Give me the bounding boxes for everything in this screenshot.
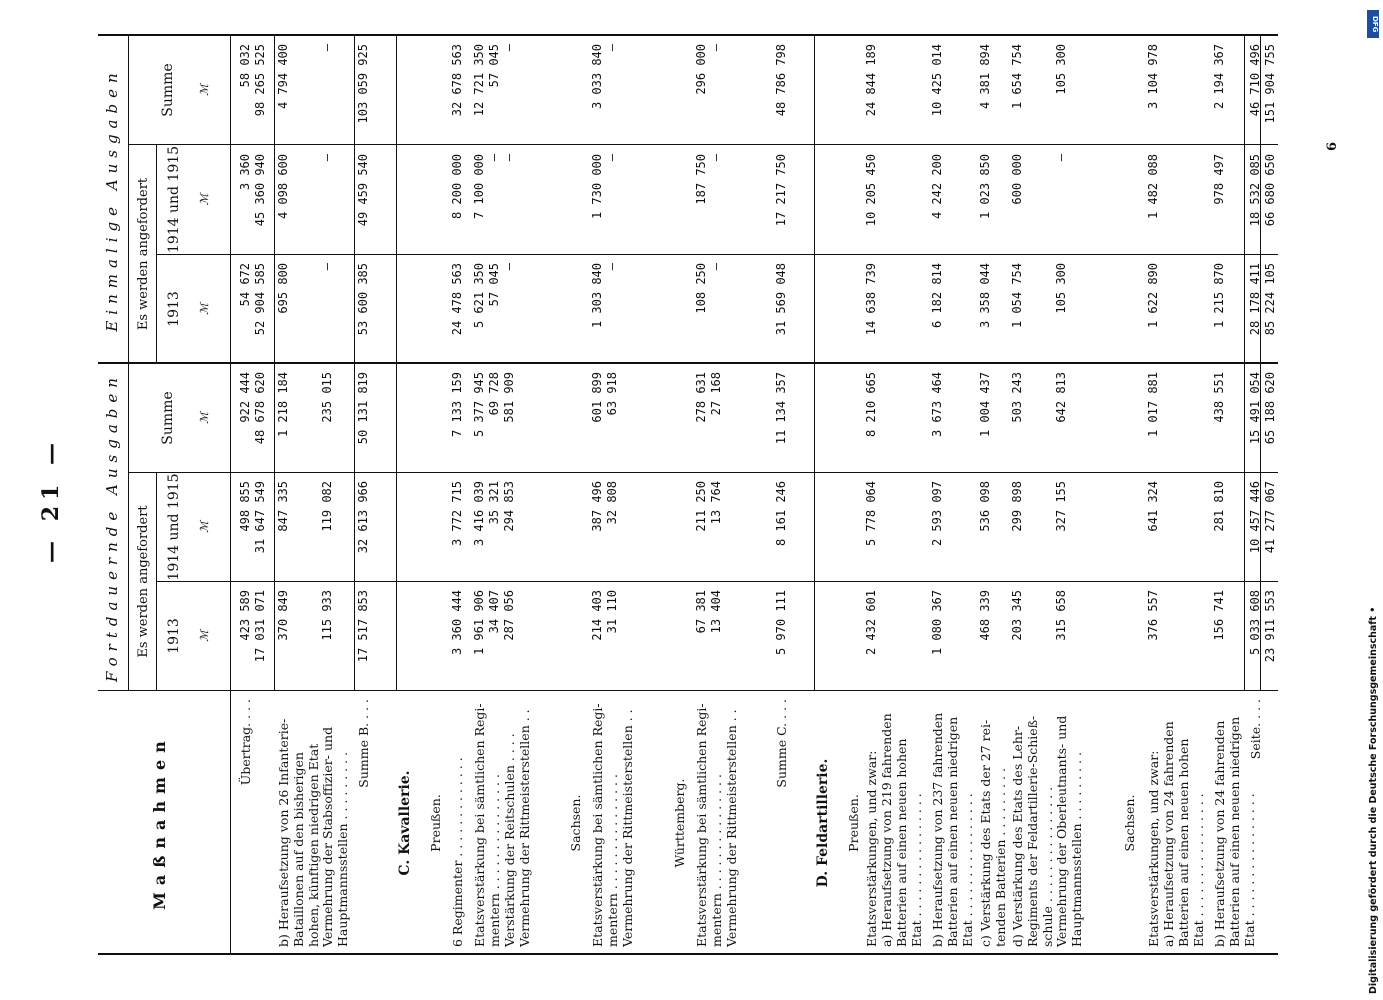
- value-cell: 3 360 444: [450, 590, 464, 656]
- value-cell: 8 200 000: [450, 154, 464, 220]
- header-1914-f: 1914 und 1915: [166, 473, 182, 581]
- row-label: Summe B. . . .: [356, 699, 371, 788]
- value-cell: 2 432 601: [864, 590, 878, 656]
- value-cell: 3 358 044: [978, 263, 992, 329]
- row-label: c) Verstärkung des Etats der 27 rei- tenden Batterien . . . . . . . . .: [978, 719, 1008, 947]
- row-label: Preußen.: [846, 794, 861, 852]
- header-es-werden-f: Es werden angefordert: [136, 505, 151, 658]
- value-cell: 28 178 411 85 224 105: [1248, 263, 1277, 336]
- column-rule: [156, 254, 1278, 255]
- value-cell: 10 457 446 41 277 067: [1248, 481, 1277, 554]
- value-cell: 1 730 000 —: [590, 154, 619, 220]
- value-cell: 600 000: [1010, 154, 1024, 205]
- digitization-note: [1365, 294, 1379, 994]
- row-label: b) Heraufsetzung von 26 Infanterie- Bataillonen auf den bisherigen hohen, künftigen niedrigen Etat: [276, 718, 321, 947]
- value-cell: —: [320, 44, 334, 52]
- value-cell: 370 849: [276, 590, 290, 641]
- value-cell: 299 898: [1010, 481, 1024, 532]
- value-cell: 641 324: [1146, 481, 1160, 532]
- value-cell: 1 218 184: [276, 372, 290, 438]
- unit-mark: ℳ: [198, 84, 211, 96]
- value-cell: 5 621 350 57 045 —: [472, 263, 516, 329]
- value-cell: 1 215 870: [1212, 263, 1226, 329]
- value-cell: 847 335: [276, 481, 290, 532]
- row-label: Vermehrung der Stabsoffizier- und Hauptmannsstellen . . . . . . . . .: [320, 726, 350, 947]
- value-cell: 17 217 750: [774, 154, 788, 227]
- row-label: Württemberg.: [672, 778, 687, 868]
- value-cell: 3 772 715: [450, 481, 464, 547]
- header-1913-e: 1913: [166, 291, 182, 327]
- value-cell: 5 377 945 69 728 581 909: [472, 372, 516, 438]
- value-cell: 2 194 367: [1212, 44, 1226, 110]
- footer-page-number: 6: [1325, 142, 1340, 152]
- value-cell: 281 810: [1212, 481, 1226, 532]
- value-cell: 1 622 890: [1146, 263, 1160, 329]
- value-cell: 32 613 966: [356, 481, 370, 554]
- value-cell: 11 134 357: [774, 372, 788, 445]
- unit-mark: ℳ: [198, 193, 211, 206]
- header-es-werden-e: Es werden angefordert: [136, 177, 151, 331]
- value-cell: 423 589 17 031 071: [238, 590, 267, 663]
- row-label: b) Heraufsetzung von 237 fahrenden Batterien auf einen neuen niedrigen Etat . . . . . . . . . . . . . . . .: [930, 712, 975, 947]
- value-cell: 8 210 665: [864, 372, 878, 438]
- dfg-logo: DFG: [1367, 10, 1379, 38]
- value-cell: 1 054 754: [1010, 263, 1024, 329]
- value-cell: 315 658: [1054, 590, 1068, 641]
- row-rule: [1244, 36, 1245, 691]
- value-cell: 3 033 840 —: [590, 44, 619, 110]
- value-cell: 105 300: [1054, 263, 1068, 314]
- row-label: D. Feldartillerie.: [815, 758, 831, 888]
- value-cell: 10 425 014: [930, 44, 944, 117]
- value-cell: 156 741: [1212, 590, 1226, 641]
- row-label: Etatsverstärkungen, und zwar: a) Heraufsetzung von 219 fahrenden Batterien auf einen neuen hohen Etat . . . . . . . . . . . . . . . .: [864, 713, 924, 947]
- value-cell: 2 593 097: [930, 481, 944, 547]
- column-rule: [128, 472, 1278, 473]
- value-cell: 108 250 —: [694, 263, 723, 314]
- digitization-note-text: Digitalisierung gefördert durch die Deutsche Forschungsgemeinschaft •: [1368, 606, 1379, 994]
- row-rule: [354, 36, 355, 691]
- value-cell: 1 961 906 34 407 287 056: [472, 590, 516, 656]
- value-cell: 17 517 853: [356, 590, 370, 663]
- value-cell: 4 242 200: [930, 154, 944, 220]
- value-cell: 53 600 385: [356, 263, 370, 336]
- value-cell: 498 855 31 647 549: [238, 481, 267, 554]
- unit-mark: ℳ: [198, 303, 211, 315]
- value-cell: 58 032 98 265 525: [238, 44, 267, 117]
- value-cell: —: [320, 263, 334, 271]
- value-cell: 14 638 739: [864, 263, 878, 336]
- value-cell: 922 444 48 678 620: [238, 372, 267, 445]
- value-cell: 1 303 840 —: [590, 263, 619, 329]
- row-label: Etatsverstärkung bei sämtlichen Regi- mentern . . . . . . . . . . . . . . . Vermehrung der Rittmeisterstellen . .: [694, 703, 739, 947]
- value-cell: 54 672 52 904 585: [238, 263, 267, 336]
- value-cell: 1 080 367: [930, 590, 944, 656]
- value-cell: 187 750 —: [694, 154, 723, 205]
- value-cell: 5 033 608 23 911 553: [1248, 590, 1277, 663]
- value-cell: —: [1054, 154, 1068, 162]
- value-cell: 24 478 563: [450, 263, 464, 336]
- row-label: C. Kavallerie.: [397, 770, 413, 876]
- unit-mark: ℳ: [198, 521, 211, 533]
- value-cell: 695 800: [276, 263, 290, 314]
- value-cell: 376 557: [1146, 590, 1160, 641]
- value-cell: 48 786 798: [774, 44, 788, 117]
- value-cell: 46 710 496 151 904 755: [1248, 44, 1277, 124]
- value-cell: 3 360 45 360 940: [238, 154, 267, 227]
- value-cell: 468 339: [978, 590, 992, 641]
- row-label: Etatsverstärkung bei sämtlichen Regi- mentern . . . . . . . . . . . . . . . Vermehrung der Rittmeisterstellen . .: [590, 703, 635, 947]
- unit-mark: ℳ: [198, 412, 211, 424]
- row-label: Sachsen.: [1122, 794, 1137, 852]
- header-einmalige: Einmalige Ausgaben: [103, 67, 121, 332]
- header-summe-f: Summe: [160, 391, 176, 445]
- value-cell: 49 459 540: [356, 154, 370, 227]
- table-header: [98, 36, 231, 953]
- value-cell: 31 569 048: [774, 263, 788, 336]
- value-cell: 1 017 881: [1146, 372, 1160, 438]
- column-rule: [156, 581, 1278, 582]
- row-label: Sachsen.: [568, 794, 583, 852]
- row-label: Summe C. . . .: [774, 699, 789, 788]
- row-label: Übertrag. . . .: [238, 699, 253, 786]
- row-label: d) Verstärkung des Etats des Lehr- Regiments der Feldartillerie-Schieß- schule . . . . . . . . . . . . . . .: [1010, 715, 1055, 947]
- header-summe-e: Summe: [160, 63, 176, 117]
- value-cell: 211 250 13 764: [694, 481, 723, 532]
- value-cell: 8 161 246: [774, 481, 788, 547]
- value-cell: 1 004 437: [978, 372, 992, 438]
- row-label: b) Heraufsetzung von 24 fahrenden Batterien auf einen neuen niedrigen Etat . . . . . . . . . . . . . . . .: [1212, 716, 1257, 947]
- value-cell: 601 899 63 918: [590, 372, 619, 423]
- value-cell: —: [320, 154, 334, 162]
- value-cell: 3 104 978: [1146, 44, 1160, 110]
- value-cell: 50 131 819: [356, 372, 370, 445]
- value-cell: 296 000 —: [694, 44, 723, 95]
- row-label: Vermehrung der Oberleutnants- und Hauptmannsstellen . . . . . . . . .: [1054, 715, 1084, 947]
- value-cell: 67 381 13 404: [694, 590, 723, 634]
- unit-mark: ℳ: [198, 630, 211, 642]
- value-cell: 438 551: [1212, 372, 1226, 423]
- row-rule: [274, 36, 275, 691]
- value-cell: 642 813: [1054, 372, 1068, 423]
- value-cell: 115 933: [320, 590, 334, 641]
- value-cell: 4 794 400: [276, 44, 290, 110]
- value-cell: 327 155: [1054, 481, 1068, 532]
- value-cell: 1 654 754: [1010, 44, 1024, 110]
- column-rule: [98, 690, 1278, 691]
- value-cell: 203 345: [1010, 590, 1024, 641]
- value-cell: 235 015: [320, 372, 334, 423]
- value-cell: 119 082: [320, 481, 334, 532]
- value-cell: 5 778 064: [864, 481, 878, 547]
- row-label: Etatsverstärkung bei sämtlichen Regi- mentern . . . . . . . . . . . . . . . Verstärkung der Reitschulen . . . . Vermehrung der Rittmeisterstellen . .: [472, 703, 532, 947]
- value-cell: 105 300: [1054, 44, 1068, 95]
- value-cell: 4 381 894: [978, 44, 992, 110]
- value-cell: 978 497: [1212, 154, 1226, 205]
- value-cell: 103 059 925: [356, 44, 370, 124]
- row-label: Seite. . . .: [1248, 699, 1263, 760]
- value-cell: 10 205 450: [864, 154, 878, 227]
- value-cell: 5 970 111: [774, 590, 788, 656]
- row-label: 6 Regimenter . . . . . . . . . . . . .: [450, 757, 465, 947]
- value-cell: 278 631 27 168: [694, 372, 723, 423]
- value-cell: 3 673 464: [930, 372, 944, 438]
- value-cell: 12 721 350 57 045 —: [472, 44, 516, 117]
- value-cell: 24 844 189: [864, 44, 878, 117]
- value-cell: 3 416 039 35 321 294 853: [472, 481, 516, 547]
- column-rule: [128, 144, 1278, 145]
- value-cell: 503 243: [1010, 372, 1024, 423]
- column-rule: [98, 362, 1278, 364]
- value-cell: 214 403 31 110: [590, 590, 619, 641]
- expenditure-table: [98, 34, 1278, 955]
- row-rule: [1260, 36, 1261, 691]
- row-label: Preußen.: [428, 794, 443, 852]
- value-cell: 4 098 600: [276, 154, 290, 220]
- row-label: Etatsverstärkungen, und zwar: a) Heraufsetzung von 24 fahrenden Batterien auf einen neuen hohen Etat . . . . . . . . . . . . . . . .: [1146, 721, 1206, 947]
- value-cell: 1 482 088: [1146, 154, 1160, 220]
- value-cell: 18 532 085 66 680 650: [1248, 154, 1277, 227]
- header-1913-f: 1913: [166, 618, 182, 654]
- value-cell: 6 182 814: [930, 263, 944, 329]
- row-rule: [814, 36, 815, 691]
- header-fortdauernde: Fortdauernde Ausgaben: [103, 372, 121, 682]
- header-1914-e: 1914 und 1915: [166, 145, 182, 254]
- value-cell: 7 133 159: [450, 372, 464, 438]
- value-cell: 15 491 054 65 188 620: [1248, 372, 1277, 445]
- page-number: — 21 —: [38, 437, 64, 563]
- value-cell: 387 496 32 808: [590, 481, 619, 532]
- value-cell: 32 678 563: [450, 44, 464, 117]
- value-cell: 1 023 850: [978, 154, 992, 220]
- value-cell: 7 100 000 — —: [472, 154, 516, 220]
- row-rule: [396, 36, 397, 691]
- header-massnahmen: Maßnahmen: [150, 734, 169, 910]
- value-cell: 536 098: [978, 481, 992, 532]
